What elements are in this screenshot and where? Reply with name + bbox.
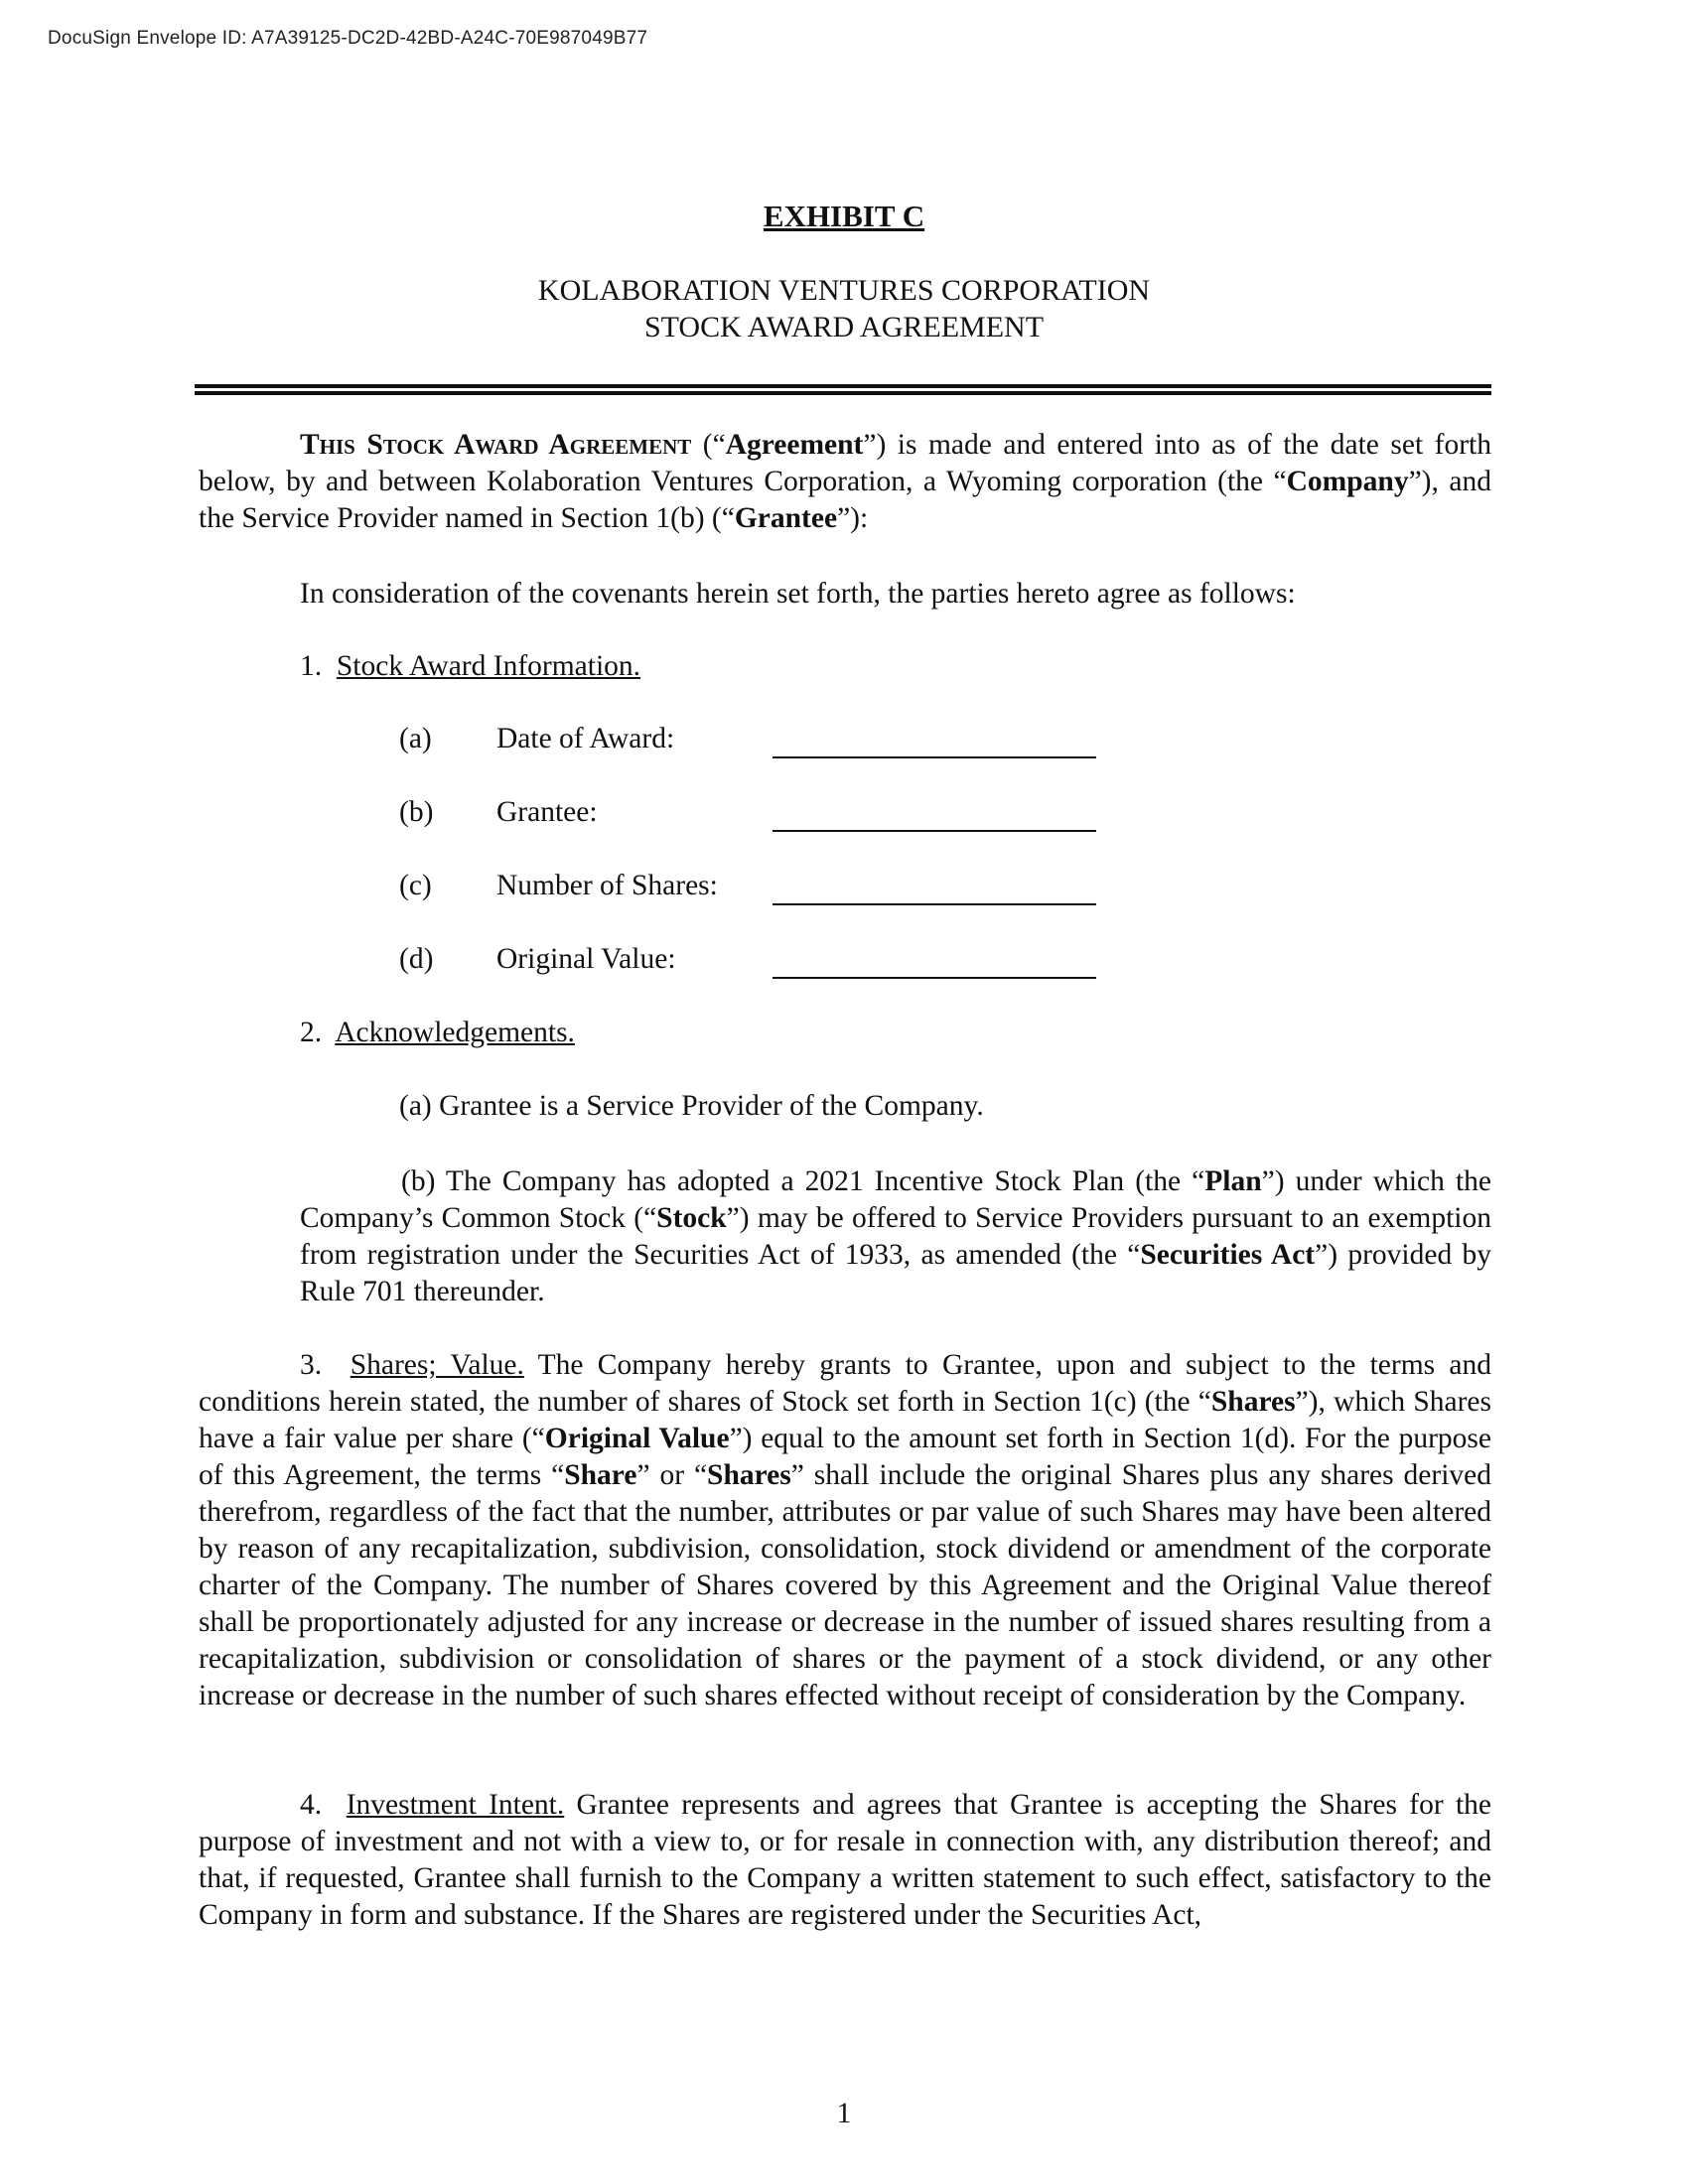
section-3-heading: Shares; Value.	[350, 1349, 524, 1381]
section-4-heading: Investment Intent.	[346, 1789, 565, 1821]
acknowledgement-b: (b) The Company has adopted a 2021 Incentive Stock Plan (the “Plan”) under which the Company’s Common Stock (“Stock”) may be offered to Service Providers pursuant to an exemption from registration under the Securities Act of 1933, as amended (the “Securities Act”) provided by Rule 701 thereunder.	[300, 1165, 1492, 1307]
field-letter: (b)	[399, 796, 434, 828]
company-heading: KOLABORATION VENTURES CORPORATION	[537, 274, 1151, 307]
number-of-shares-blank[interactable]	[773, 903, 1096, 905]
field-label-number-of-shares: Number of Shares:	[496, 870, 718, 901]
field-letter: (a)	[399, 723, 432, 754]
defined-term-plan: Plan	[1204, 1165, 1262, 1197]
acknowledgement-a: (a) Grantee is a Service Provider of the Company.	[399, 1090, 984, 1122]
double-rule-bottom	[195, 391, 1491, 395]
date-of-award-blank[interactable]	[773, 756, 1096, 758]
defined-term-original-value: Original Value	[544, 1423, 730, 1454]
grantee-blank[interactable]	[773, 830, 1096, 832]
section-3-paragraph: 3. Shares; Value. The Company hereby grants to Grantee, upon and subject to the terms and conditions herein stated, the number of shares of Stock set forth in Section 1(c) (the “Shares”), which Shares have a fair value per share (“Original Value”) equal to the amount set forth in Section 1(d). For the purpose of this Agreement, the terms “Share” or “Shares” shall include the original Shares plus any shares derived therefrom, regardless of the fact that the number, attributes or par value of such Shares may have been altered by reason of any recapitalization, subdivision, consolidation, stock dividend or amendment of the corporate charter of the Company. The number of Shares covered by this Agreement and the Original Value thereof shall be proportionately adjusted for any increase or decrease in the number of issued shares resulting from a recapitalization, subdivision or consolidation of shares or the payment of a stock dividend, or any other increase or decrease in the number of such shares effected without receipt of consideration by the Company.	[199, 1349, 1492, 1711]
defined-term-stock: Stock	[656, 1202, 727, 1234]
defined-term-shares: Shares	[1210, 1386, 1296, 1418]
defined-term-securities-act: Securities Act	[1140, 1239, 1316, 1271]
page-number: 1	[836, 2097, 852, 2129]
field-label-grantee: Grantee:	[496, 796, 598, 828]
document-heading: STOCK AWARD AGREEMENT	[643, 311, 1045, 343]
section-2-heading: 2. Acknowledgements.	[300, 1017, 575, 1048]
section-1-heading: 1. Stock Award Information.	[300, 650, 641, 682]
exhibit-title: EXHIBIT C	[763, 199, 925, 233]
section-4-paragraph: 4. Investment Intent. Grantee represents and agrees that Grantee is accepting the Shares for the purpose of investment and not with a view to, or for resale in connection with, any distribution thereof; and that, if requested, Grantee shall furnish to the Company a written statement to such effect, satisfactory to the Company in form and substance. If the Shares are registered under the Securities Act,	[199, 1789, 1492, 1931]
original-value-blank[interactable]	[773, 977, 1096, 979]
document-header	[0, 272, 1688, 345]
field-letter: (d)	[399, 943, 434, 975]
consideration-line: In consideration of the covenants herein set forth, the parties hereto agree as follows:	[300, 578, 1296, 610]
field-label-date-of-award: Date of Award:	[496, 723, 675, 754]
defined-term-company: Company	[1286, 466, 1409, 497]
intro-title: This Stock Award Agreement	[300, 429, 692, 461]
defined-term-grantee: Grantee	[734, 502, 838, 534]
field-letter: (c)	[399, 870, 432, 901]
field-label-original-value: Original Value:	[496, 943, 676, 975]
intro-paragraph: This Stock Award Agreement (“Agreement”) is made and entered into as of the date set forth below, by and between Kolaboration Ventures Corporation, a Wyoming corporation (the “Company”), and the Service Provider named in Section 1(b) (“Grantee”):	[199, 429, 1491, 534]
defined-term-agreement: Agreement	[725, 429, 864, 461]
docusign-envelope-id: DocuSign Envelope ID: A7A39125-DC2D-42BD-A24C-70E987049B77	[48, 28, 648, 49]
double-rule-top	[195, 384, 1491, 388]
